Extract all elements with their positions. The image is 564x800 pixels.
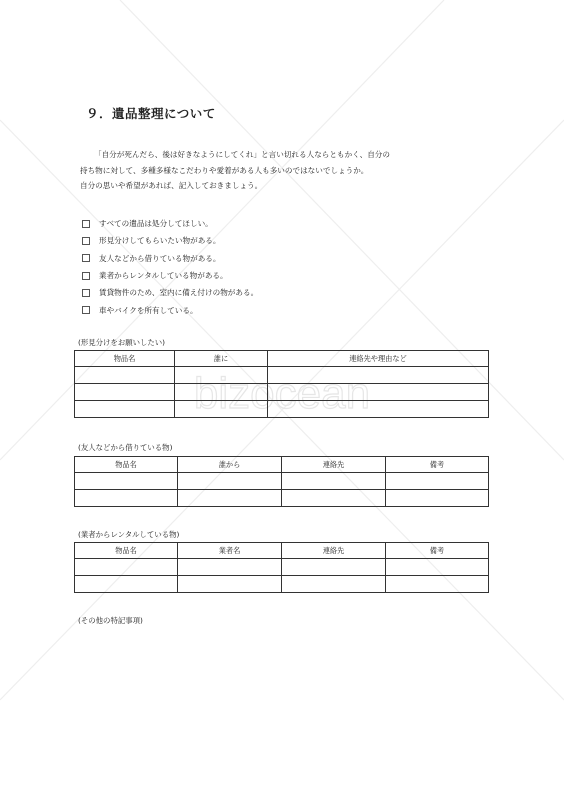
table-row <box>75 559 489 576</box>
checklist-item[interactable] <box>82 301 258 318</box>
column-header: 物品名 <box>75 457 178 473</box>
checkbox[interactable] <box>82 289 90 297</box>
table-cell[interactable] <box>75 576 178 593</box>
checklist-label: 車やバイクを所有している。 <box>99 305 198 315</box>
column-header: 連絡先や理由など <box>268 351 489 367</box>
table-row <box>75 367 489 384</box>
table-cell[interactable] <box>175 401 268 418</box>
table-row <box>75 576 489 593</box>
table-cell[interactable] <box>268 401 489 418</box>
table-header-row <box>75 543 489 559</box>
column-header: 誰に <box>175 351 268 367</box>
table-cell[interactable] <box>75 559 178 576</box>
checkbox[interactable] <box>82 254 90 262</box>
checklist-item[interactable] <box>82 232 258 249</box>
table-header-row <box>75 457 489 473</box>
bequest-table <box>74 350 489 418</box>
table1-label: (形見分けをお願いしたい) <box>78 338 166 347</box>
table-cell[interactable] <box>178 559 282 576</box>
checklist-item[interactable] <box>82 267 258 284</box>
checklist-label: 業者からレンタルしている物がある。 <box>99 271 228 281</box>
table-cell[interactable] <box>386 576 489 593</box>
column-header: 備考 <box>386 543 489 559</box>
column-header: 連絡先 <box>282 457 386 473</box>
checklist-item[interactable] <box>82 250 258 267</box>
page-title: ９．遺品整理について <box>86 106 216 121</box>
column-header: 物品名 <box>75 543 178 559</box>
checklist-label: すべての遺品は処分してほしい。 <box>99 219 213 229</box>
table-header-row <box>75 351 489 367</box>
table-cell[interactable] <box>386 473 489 490</box>
intro-line: 自分の思いや希望があれば、記入しておきましょう。 <box>80 181 263 190</box>
table-cell[interactable] <box>282 576 386 593</box>
table-cell[interactable] <box>75 401 175 418</box>
checkbox[interactable] <box>82 220 90 228</box>
borrowed-items-table <box>74 456 489 507</box>
table-cell[interactable] <box>282 473 386 490</box>
column-header: 物品名 <box>75 351 175 367</box>
checklist-item[interactable] <box>82 284 258 301</box>
table-cell[interactable] <box>386 559 489 576</box>
table-cell[interactable] <box>175 384 268 401</box>
notes-label: (その他の特記事項) <box>78 616 143 625</box>
checklist-label: 賃貸物件のため、室内に備え付けの物がある。 <box>99 288 259 298</box>
table-cell[interactable] <box>178 473 282 490</box>
column-header: 誰から <box>178 457 282 473</box>
table-cell[interactable] <box>178 490 282 507</box>
column-header: 備考 <box>386 457 489 473</box>
table-cell[interactable] <box>282 559 386 576</box>
table-cell[interactable] <box>75 367 175 384</box>
intro-text <box>80 147 495 194</box>
table-cell[interactable] <box>268 367 489 384</box>
rental-items-table <box>74 542 489 593</box>
table-cell[interactable] <box>282 490 386 507</box>
checklist-item[interactable] <box>82 215 258 232</box>
table-row <box>75 384 489 401</box>
column-header: 連絡先 <box>282 543 386 559</box>
table-row <box>75 401 489 418</box>
checkbox[interactable] <box>82 272 90 280</box>
table-cell[interactable] <box>268 384 489 401</box>
checkbox[interactable] <box>82 306 90 314</box>
table-cell[interactable] <box>75 384 175 401</box>
column-header: 業者名 <box>178 543 282 559</box>
intro-line: 「自分が死んだら、後は好きなようにしてくれ」と言い切れる人ならともかく、自分の <box>94 150 390 159</box>
table-cell[interactable] <box>386 490 489 507</box>
table-row <box>75 473 489 490</box>
table-cell[interactable] <box>178 576 282 593</box>
checklist <box>82 215 258 319</box>
table-cell[interactable] <box>75 473 178 490</box>
table-cell[interactable] <box>75 490 178 507</box>
table-cell[interactable] <box>175 367 268 384</box>
table2-label: (友人などから借りている物) <box>78 443 173 452</box>
checklist-label: 友人などから借りている物がある。 <box>99 253 221 263</box>
checkbox[interactable] <box>82 237 90 245</box>
table-row <box>75 490 489 507</box>
intro-line: 持ち物に対して、多種多様なこだわりや愛着がある人も多いのではないでしょうか。 <box>80 165 369 175</box>
checklist-label: 形見分けしてもらいたい物がある。 <box>99 236 221 246</box>
watermark-text: bizocean <box>193 369 371 418</box>
table3-label: (業者からレンタルしている物) <box>78 530 180 539</box>
